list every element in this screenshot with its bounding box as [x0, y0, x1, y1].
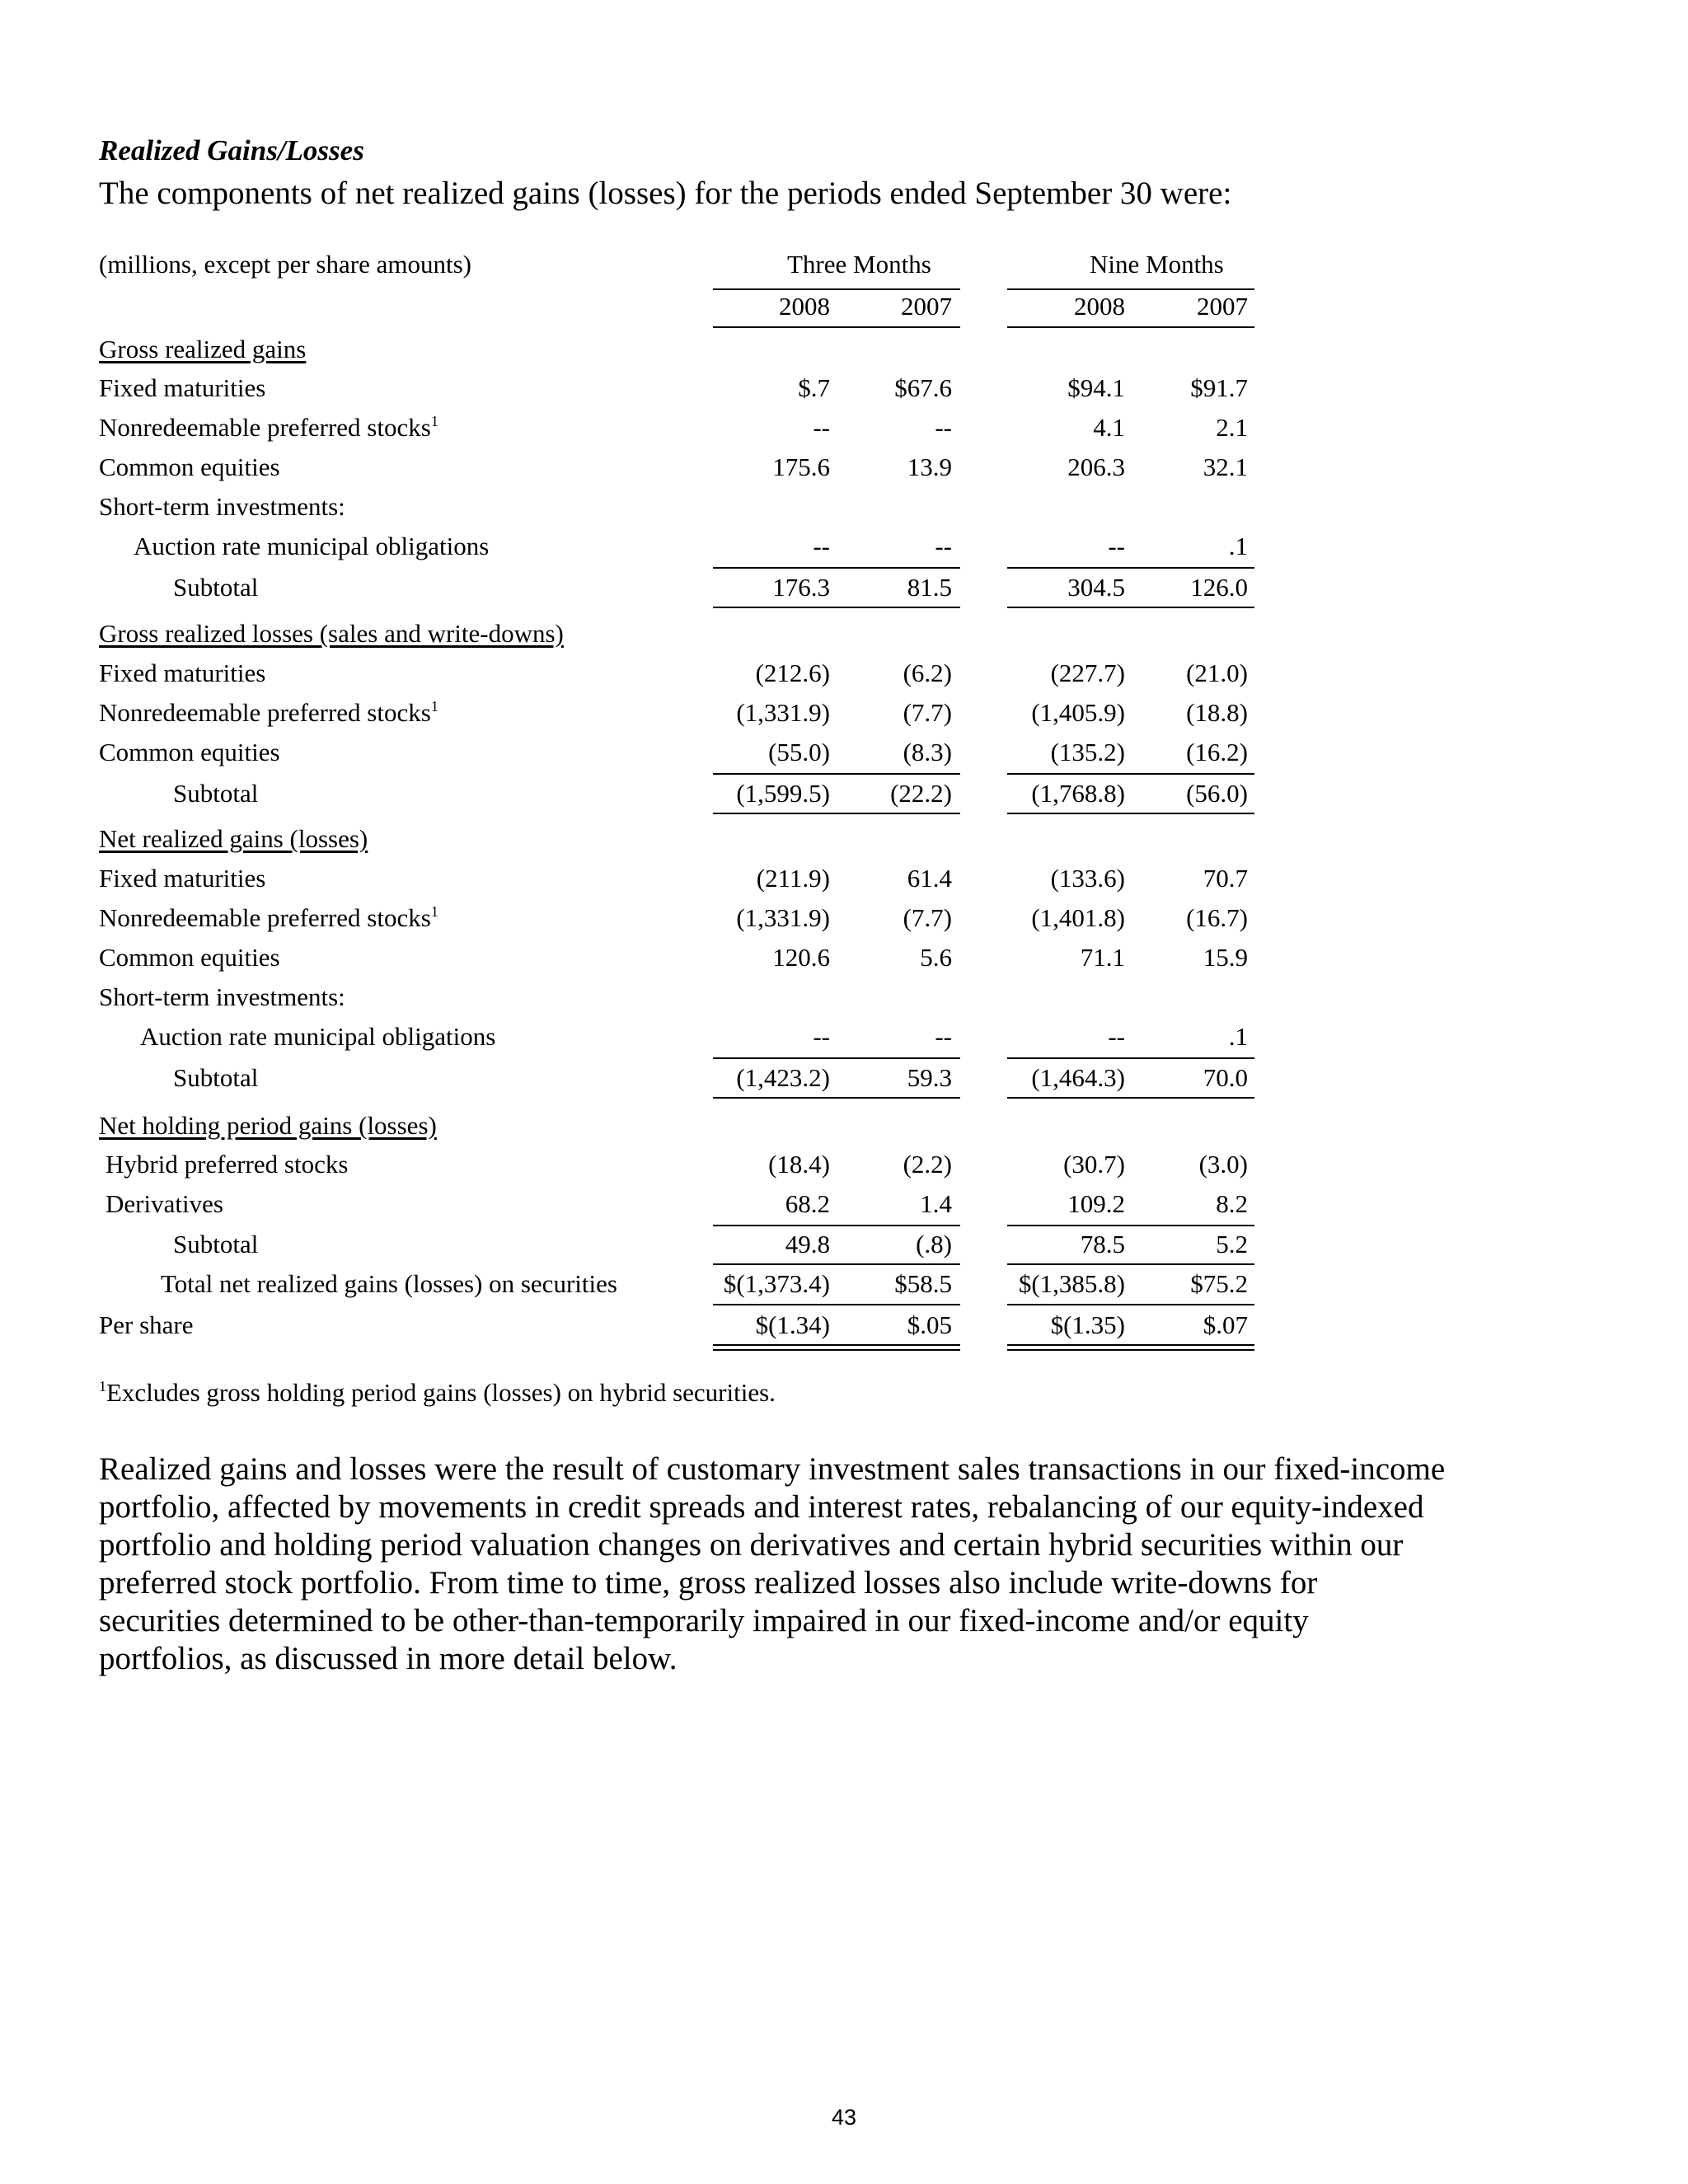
row-label: Derivatives	[106, 1189, 223, 1218]
cell: (16.2)	[1186, 738, 1248, 766]
cell: (133.6)	[1050, 864, 1125, 893]
rule	[713, 567, 960, 569]
row-label: Total net realized gains (losses) on securities	[161, 1269, 617, 1298]
cell: (30.7)	[1063, 1150, 1125, 1179]
double-rule	[1007, 1344, 1254, 1346]
rule	[1007, 607, 1254, 608]
cell: 120.6	[772, 943, 830, 972]
cell: $.07	[1203, 1310, 1248, 1339]
double-rule	[713, 1349, 960, 1351]
gross-gains-header: Gross realized gains	[99, 335, 307, 363]
year-3m-2008: 2008	[779, 292, 830, 321]
cell: 126.0	[1190, 573, 1248, 602]
rule-three-years	[713, 326, 960, 328]
cell: (18.8)	[1186, 698, 1248, 727]
cell: (7.7)	[903, 903, 952, 932]
cell: (55.0)	[768, 738, 830, 766]
group-nine-months: Nine Months	[1090, 250, 1224, 279]
section-heading: Realized Gains/Losses	[99, 134, 364, 166]
cell: (3.0)	[1198, 1150, 1248, 1179]
cell: 59.3	[907, 1063, 952, 1092]
cell: 1.4	[920, 1189, 952, 1218]
cell: $(1.35)	[1050, 1310, 1125, 1339]
cell: (7.7)	[903, 698, 952, 727]
cell: (1,464.3)	[1031, 1063, 1125, 1092]
cell: 49.8	[785, 1230, 830, 1258]
rule	[713, 607, 960, 608]
cell: $75.2	[1190, 1269, 1248, 1298]
cell: 61.4	[907, 864, 952, 893]
cell: 15.9	[1203, 943, 1248, 972]
row-label: Per share	[99, 1310, 194, 1339]
net-realized-header: Net realized gains (losses)	[99, 824, 368, 853]
cell: $94.1	[1067, 373, 1125, 402]
row-label: Common equities	[99, 452, 280, 481]
rule-nine-years	[1007, 326, 1254, 328]
double-rule	[1007, 1349, 1254, 1351]
row-label: Common equities	[99, 943, 280, 972]
cell: --	[935, 413, 952, 442]
rule	[713, 773, 960, 775]
cell: (1,331.9)	[736, 698, 830, 727]
cell: (6.2)	[903, 658, 952, 687]
row-label: Subtotal	[173, 779, 259, 808]
cell: $(1,373.4)	[723, 1269, 830, 1298]
row-label: Common equities	[99, 738, 280, 766]
row-label: Fixed maturities	[99, 373, 266, 402]
cell: $.05	[907, 1310, 952, 1339]
cell: (1,599.5)	[736, 779, 830, 808]
rule	[1007, 773, 1254, 775]
cell: $(1,385.8)	[1018, 1269, 1125, 1298]
paragraph-line: Realized gains and losses were the result of customary investment sales transactions in our fixed-income	[99, 1451, 1446, 1487]
row-label: Auction rate municipal obligations	[134, 532, 490, 560]
rule	[713, 1263, 960, 1265]
units-note: (millions, except per share amounts)	[99, 250, 471, 279]
rule	[1007, 1304, 1254, 1305]
cell: --	[935, 532, 952, 560]
cell: 5.2	[1216, 1230, 1248, 1258]
holding-period-header: Net holding period gains (losses)	[99, 1111, 437, 1140]
cell: (1,423.2)	[736, 1063, 830, 1092]
cell: (227.7)	[1050, 658, 1125, 687]
cell: (1,331.9)	[736, 903, 830, 932]
cell: .1	[1228, 1022, 1248, 1051]
row-label: Fixed maturities	[99, 658, 266, 687]
cell: $(1.34)	[755, 1310, 830, 1339]
cell: 70.7	[1203, 864, 1248, 893]
row-label: Hybrid preferred stocks	[106, 1150, 349, 1179]
paragraph-line: preferred stock portfolio. From time to time, gross realized losses also include write-downs for	[99, 1565, 1318, 1601]
cell: $.7	[798, 373, 830, 402]
paragraph-line: portfolios, as discussed in more detail below.	[99, 1641, 678, 1676]
row-label: Subtotal	[173, 1230, 259, 1258]
paragraph-line: securities determined to be other-than-temporarily impaired in our fixed-income and/or equity	[99, 1603, 1309, 1638]
cell: 304.5	[1067, 573, 1125, 602]
double-rule	[713, 1344, 960, 1346]
cell: 68.2	[785, 1189, 830, 1218]
rule	[713, 1225, 960, 1226]
cell: --	[1108, 532, 1125, 560]
page-number: 43	[831, 2105, 857, 2130]
paragraph-line: portfolio, affected by movements in credit spreads and interest rates, rebalancing of our equity-indexed	[99, 1489, 1424, 1525]
rule	[1007, 1263, 1254, 1265]
row-label: Fixed maturities	[99, 864, 266, 893]
cell: (22.2)	[890, 779, 952, 808]
year-9m-2008: 2008	[1074, 292, 1125, 321]
cell: --	[813, 532, 830, 560]
cell: 8.2	[1216, 1189, 1248, 1218]
cell: 71.1	[1080, 943, 1125, 972]
cell: 176.3	[772, 573, 830, 602]
cell: 175.6	[772, 452, 830, 481]
cell: 70.0	[1203, 1063, 1248, 1092]
row-label: Nonredeemable preferred stocks$^1$	[99, 903, 438, 932]
cell: (8.3)	[903, 738, 952, 766]
cell: $67.6	[894, 373, 952, 402]
cell: (56.0)	[1186, 779, 1248, 808]
cell: (1,768.8)	[1031, 779, 1125, 808]
rule	[713, 1097, 960, 1099]
rule	[1007, 1097, 1254, 1099]
row-label: Subtotal	[173, 573, 259, 602]
rule-nine-header	[1007, 288, 1254, 290]
paragraph-line: portfolio and holding period valuation changes on derivatives and certain hybrid securities within our	[99, 1527, 1404, 1563]
cell: 13.9	[907, 452, 952, 481]
row-label: Nonredeemable preferred stocks$^1$	[99, 698, 438, 727]
cell: 2.1	[1216, 413, 1248, 442]
cell: 4.1	[1093, 413, 1125, 442]
row-label: Short-term investments:	[99, 982, 345, 1011]
cell: (1,405.9)	[1031, 698, 1125, 727]
rule	[1007, 1225, 1254, 1226]
cell: $91.7	[1190, 373, 1248, 402]
cell: (.8)	[916, 1230, 952, 1258]
body-paragraph	[99, 1451, 1517, 1678]
cell: 206.3	[1067, 452, 1125, 481]
rule	[1007, 813, 1254, 814]
cell: (16.7)	[1186, 903, 1248, 932]
cell: (21.0)	[1186, 658, 1248, 687]
group-three-months: Three Months	[787, 250, 931, 279]
row-label: Auction rate municipal obligations	[140, 1022, 496, 1051]
rule	[713, 1304, 960, 1305]
intro-sentence: The components of net realized gains (losses) for the periods ended September 30 were:	[99, 176, 1232, 211]
cell: --	[1108, 1022, 1125, 1051]
rule-three-header	[713, 288, 960, 290]
cell: (2.2)	[903, 1150, 952, 1179]
row-label: Short-term investments:	[99, 492, 345, 521]
cell: --	[813, 413, 830, 442]
cell: $58.5	[894, 1269, 952, 1298]
cell: .1	[1228, 532, 1248, 560]
row-label: Nonredeemable preferred stocks$^1$	[99, 413, 438, 442]
cell: (211.9)	[756, 864, 830, 893]
cell: (135.2)	[1050, 738, 1125, 766]
gross-losses-header: Gross realized losses (sales and write-downs)	[99, 619, 564, 648]
footnote: $^1$Excludes gross holding period gains (losses) on hybrid securities.	[99, 1378, 776, 1407]
cell: --	[935, 1022, 952, 1051]
rule	[1007, 567, 1254, 569]
cell: (212.6)	[755, 658, 830, 687]
cell: 5.6	[920, 943, 952, 972]
cell: 109.2	[1067, 1189, 1125, 1218]
rule	[1007, 1057, 1254, 1059]
row-label: Subtotal	[173, 1063, 259, 1092]
rule	[713, 1057, 960, 1059]
year-3m-2007: 2007	[901, 292, 952, 321]
cell: (1,401.8)	[1031, 903, 1125, 932]
cell: (18.4)	[768, 1150, 830, 1179]
cell: 81.5	[907, 573, 952, 602]
cell: 78.5	[1080, 1230, 1125, 1258]
rule	[713, 813, 960, 814]
cell: 32.1	[1203, 452, 1248, 481]
cell: --	[813, 1022, 830, 1051]
year-9m-2007: 2007	[1197, 292, 1248, 321]
